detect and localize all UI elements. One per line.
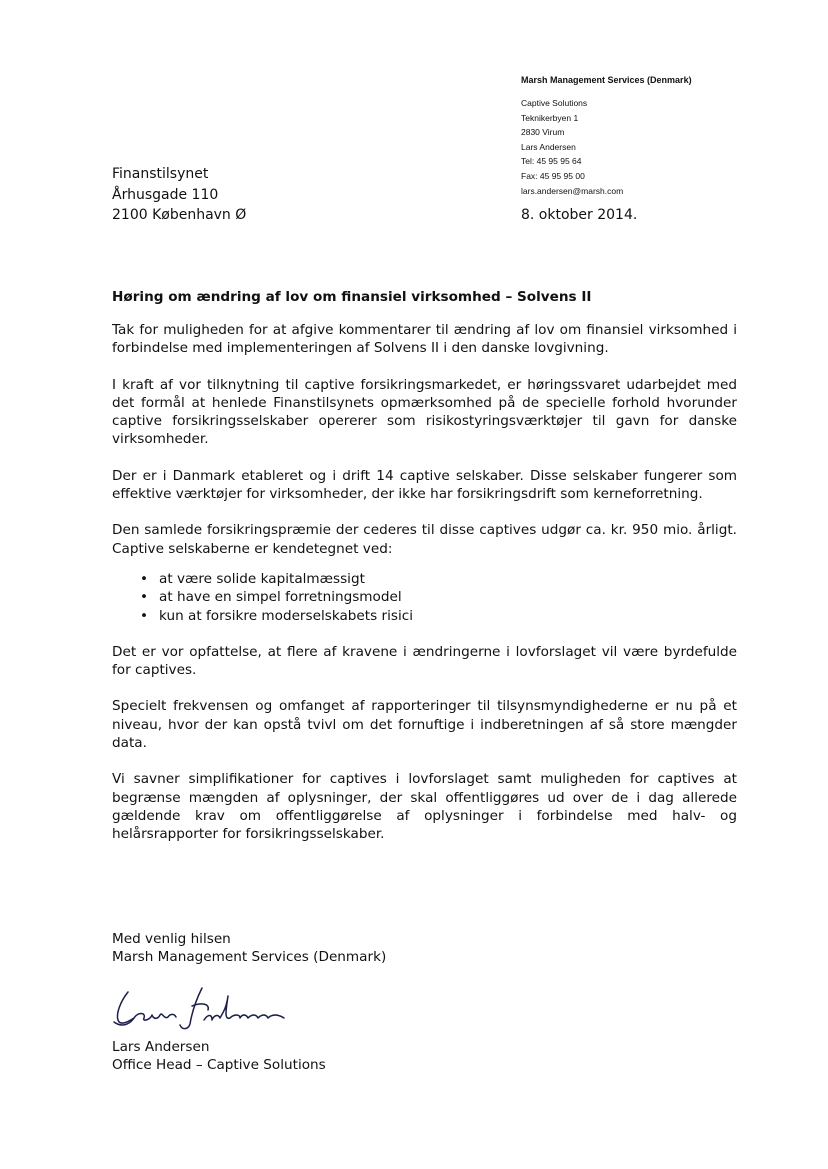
sender-department: Captive Solutions (521, 98, 588, 108)
closing-company: Marsh Management Services (Denmark) (112, 949, 387, 966)
sender-email: lars.andersen@marsh.com (521, 185, 624, 196)
body-paragraph-7: Vi savner simplifikationer for captives i lovforslaget samt muligheden for captives at begrænse mængden af oplysninger, der skal offentliggøres ud over de i dag allerede gældende krav om offentliggørelse af oplysninger i forbindelse med halv- og helårsrapporter for forsikringsselskaber. (112, 771, 737, 843)
bullet-item: • at være solide kapitalmæssigt (112, 570, 737, 588)
sender-street: Teknikerbyen 1 (521, 112, 579, 123)
body-paragraph-6: Specielt frekvensen og omfanget af rapporteringer til tilsynsmyndighederne er nu på et niveau, hvor der kan opstå tvivl om det fornuftige i indberetningen af så store mængder data. (112, 698, 737, 752)
bullet-item: • at have en simpel forretningsmodel (112, 588, 737, 606)
sender-phone: Tel: 45 95 95 64 (521, 156, 582, 167)
body-paragraph-1: Tak for muligheden for at afgive kommentarer til ændring af lov om finansiel virksomhed i forbindelse med implementeringen af Solvens II i den danske lovgivning. (112, 322, 737, 357)
sender-fax: Fax: 45 95 95 00 (521, 170, 585, 181)
sender-city: 2830 Virum (521, 127, 565, 138)
recipient-address (112, 164, 246, 226)
body-paragraph-5: Det er vor opfattelse, at flere af kravene i ændringerne i lovforslaget vil være byrdefulde for captives. (112, 643, 737, 679)
signer-title: Office Head – Captive Solutions (112, 1057, 326, 1074)
recipient-name: Finanstilsynet (112, 166, 209, 182)
body-paragraph-2: I kraft af vor tilknytning til captive forsikringsmarkedet, er høringssvaret udarbejdet med det formål at henlede Finanstilsynets opmærksomhed på de specielle forhold hvorunder captive forsikringsselskaber opererer som risikostyringsværktøjer til gavn for danske virksomheder. (112, 376, 737, 448)
body-paragraph-4: Den samlede forsikringspræmie der cederes til disse captives udgør ca. kr. 950 mio. årligt. Captive selskaberne er kendetegnet ved: (112, 522, 737, 557)
letter-subject: Høring om ændring af lov om finansiel virksomhed – Solvens II (112, 289, 592, 305)
recipient-street: Århusgade 110 (112, 186, 219, 203)
letter-body (112, 321, 737, 862)
recipient-city: 2100 København Ø (112, 207, 247, 223)
sender-block (521, 73, 821, 198)
closing-greeting: Med venlig hilsen (112, 931, 231, 947)
sender-contact-name: Lars Andersen (521, 141, 576, 152)
signer-block (112, 1038, 326, 1075)
closing-block (112, 930, 386, 967)
handwritten-signature (106, 980, 306, 1040)
letter-date: 8. oktober 2014. (521, 207, 638, 223)
body-paragraph-3: Der er i Danmark etableret og i drift 14 captive selskaber. Disse selskaber fungerer som effektive værktøjer for virksomheder, der ikke har forsikringsdrift som kerneforretning. (112, 467, 737, 503)
bullet-list (112, 570, 737, 625)
signer-name: Lars Andersen (112, 1039, 210, 1055)
sender-company: Marsh Management Services (Denmark) (521, 75, 692, 85)
bullet-item: • kun at forsikre moderselskabets risici (112, 607, 737, 625)
